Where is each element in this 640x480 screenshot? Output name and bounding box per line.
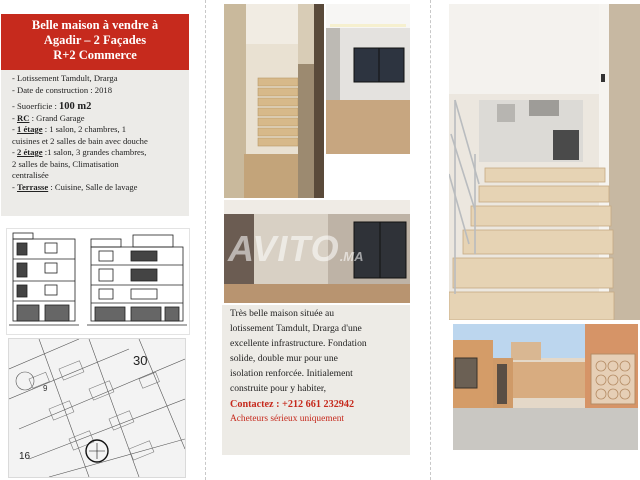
contact-phone[interactable]: Contactez : +212 661 232942 (230, 399, 355, 410)
panel-divider (205, 0, 206, 480)
watermark-suffix: .MA (339, 249, 364, 264)
terrace-label: Terrasse (17, 181, 49, 192)
title-line-2: Agadir – 2 Façades (43, 33, 147, 47)
detail-floor-1 (12, 124, 185, 136)
description-line-4: solide, double mur pour une (230, 353, 338, 364)
floor1-line1: : 1 salon, 2 chambres, 1 (42, 124, 127, 134)
rc-prefix: - (12, 112, 18, 123)
photo-staircase (224, 4, 324, 198)
facade-plan-drawing (6, 228, 190, 335)
description-line-1: Très belle maison située au (230, 308, 335, 319)
surface-value: 100 m2 (59, 101, 92, 112)
detail-rc (12, 113, 185, 125)
property-description (222, 305, 410, 455)
property-details (1, 70, 189, 216)
description-line-3: excellente infrastructure. Fondation (230, 338, 367, 349)
detail-location: - Lotissement Tamdult, Drarga (12, 73, 118, 83)
room-window-photo-svg (326, 4, 410, 154)
surface-label: - Suoerficie : (12, 101, 60, 111)
detail-terrace (12, 182, 185, 194)
rc-value: : Grand Garage (29, 112, 85, 123)
floor2-line1: :1 salon, 3 grandes chambres, (42, 147, 147, 157)
listing-title-banner (1, 14, 189, 70)
rc-label: RC (17, 112, 30, 123)
title-line-3: R+2 Commerce (53, 48, 137, 62)
description-line-6: construite pour y habiter, (230, 383, 327, 394)
cadastral-map-svg (9, 339, 185, 477)
map-number-16: 16 (19, 451, 31, 462)
cadastral-map (8, 338, 186, 478)
detail-floor-2 (12, 147, 185, 159)
stairs-kitchen-photo-svg (449, 4, 640, 320)
facade-plan-svg (7, 229, 189, 334)
floor2-label: 2 étage (17, 147, 43, 157)
buyers-note: Acheteurs sérieux uniquement (230, 414, 345, 424)
floor1-prefix: - (12, 124, 18, 134)
map-number-9: 9 (43, 384, 48, 393)
terrace-prefix: - (12, 181, 18, 192)
watermark-main: AVITO (228, 228, 340, 269)
floor1-label: 1 étage (17, 124, 43, 134)
floor2-line2: 2 salles de bains, Climatisation (12, 158, 119, 169)
avito-watermark (228, 228, 428, 270)
detail-surface (12, 101, 185, 113)
floor2-line3: centralisée (12, 170, 49, 180)
description-line-5: isolation renforcée. Initialement (230, 368, 353, 379)
detail-construction-date: - Date de construction : 2018 (12, 84, 112, 95)
photo-room-window (326, 4, 410, 154)
map-number-30: 30 (133, 353, 148, 368)
photo-terrace (453, 324, 638, 450)
terrace-value: : Cuisine, Salle de lavage (48, 181, 138, 192)
floor1-line2: cuisines et 2 salles de bain avec douche (12, 135, 148, 146)
floor2-prefix: - (12, 147, 18, 157)
title-line-1: Belle maison à vendre à (31, 18, 159, 32)
panel-divider (430, 0, 431, 480)
photo-stairs-kitchen (449, 4, 640, 320)
staircase-photo-svg (224, 4, 324, 198)
terrace-photo-svg (453, 324, 638, 450)
description-line-2: lotissement Tamdult, Drarga d'une (230, 323, 362, 334)
